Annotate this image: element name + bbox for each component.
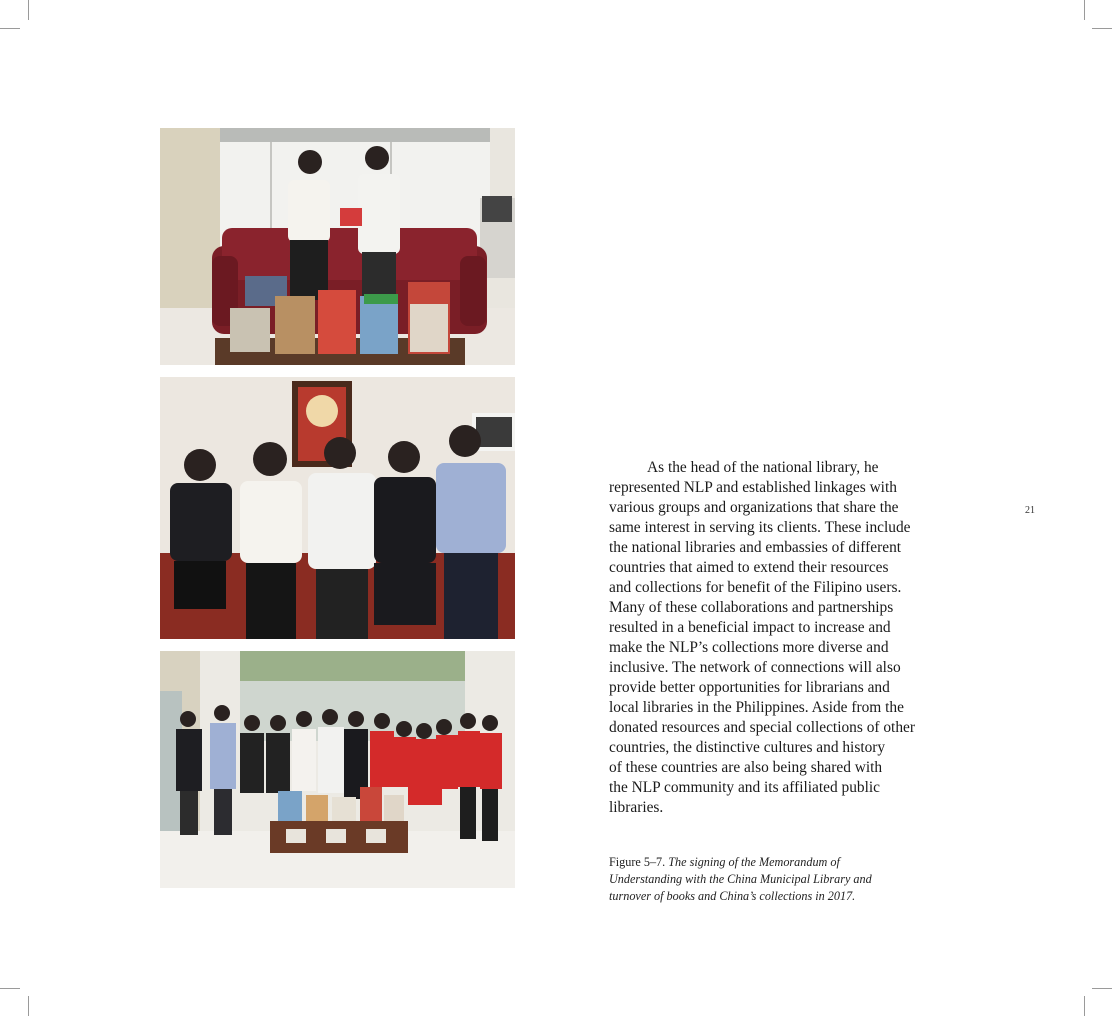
photo-book-turnover <box>160 128 515 365</box>
crop-mark <box>1084 996 1085 1016</box>
body-line: various groups and organizations that share the <box>609 499 899 516</box>
body-paragraph <box>609 458 939 818</box>
body-line: countries, the distinctive cultures and history <box>609 739 886 756</box>
body-line: countries that aimed to extend their resources <box>609 559 889 576</box>
crop-mark <box>0 988 20 989</box>
body-line: represented NLP and established linkages with <box>609 479 897 496</box>
body-line: provide better opportunities for librarians and <box>609 679 890 696</box>
body-line: Many of these collaborations and partnerships <box>609 599 894 616</box>
body-line: the national libraries and embassies of different <box>609 539 902 556</box>
caption-line-3: turnover of books and China’s collections in 2017. <box>609 889 856 903</box>
caption-line-1 <box>609 854 929 871</box>
crop-mark <box>1092 28 1112 29</box>
photo-group-portrait <box>160 377 515 639</box>
body-line: local libraries in the Philippines. Aside from the <box>609 699 904 716</box>
crop-mark <box>28 996 29 1016</box>
body-line: As the head of the national library, he <box>647 459 879 476</box>
caption-text: The signing of the Memorandum of <box>668 855 840 869</box>
body-line: donated resources and special collections of other <box>609 719 915 736</box>
crop-mark <box>1092 988 1112 989</box>
figure-caption <box>609 854 929 905</box>
photo-large-group <box>160 651 515 888</box>
crop-mark <box>1084 0 1085 20</box>
body-line: resulted in a beneficial impact to increase and <box>609 619 891 636</box>
caption-label: Figure 5–7. <box>609 855 666 869</box>
body-line: the NLP community and its affiliated public <box>609 779 880 796</box>
body-line: libraries. <box>609 799 664 816</box>
crop-mark <box>28 0 29 20</box>
caption-line-2: Understanding with the China Municipal Library and <box>609 872 872 886</box>
body-line: of these countries are also being shared with <box>609 759 883 776</box>
crop-mark <box>0 28 20 29</box>
body-line: same interest in serving its clients. These include <box>609 519 911 536</box>
body-line: and collections for benefit of the Filipino users. <box>609 579 902 596</box>
body-line: make the NLP’s collections more diverse and <box>609 639 889 656</box>
page-number: 21 <box>1025 505 1035 516</box>
body-line: inclusive. The network of connections will also <box>609 659 901 676</box>
